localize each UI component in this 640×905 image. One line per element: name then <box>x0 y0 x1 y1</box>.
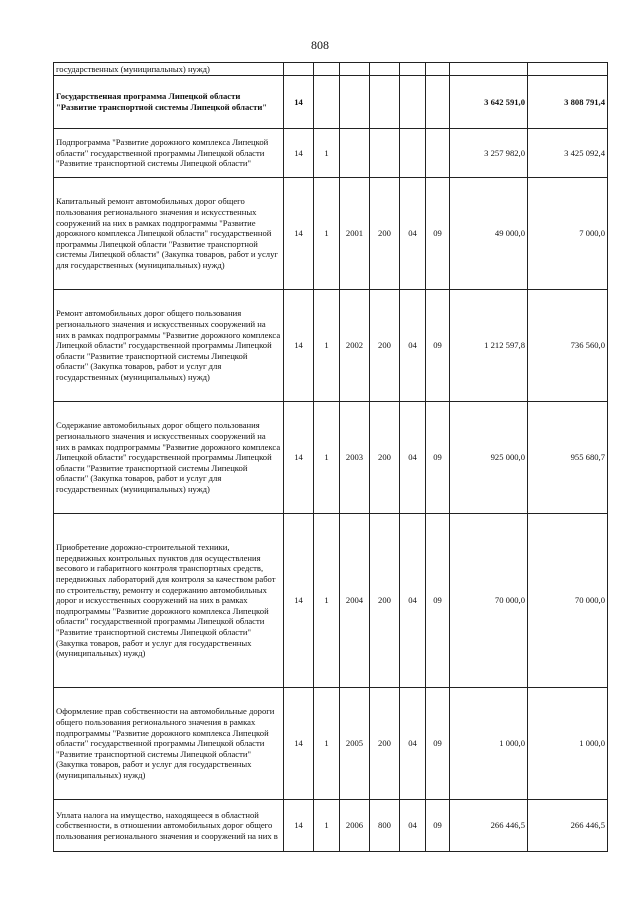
cell-pp: 1 <box>314 688 340 800</box>
row-name: Ремонт автомобильных дорог общего пользования регионального значения и искусственных сооружений на них в рамках подпрограммы "Развитие дорожного комплекса Липецкой области" государственной программы Липецкой области "Развитие транспортной системы Липецкой области" (Закупка товаров, работ и услуг для государственных (муниципальных) нужд) <box>54 290 284 402</box>
cell-subsection: 09 <box>426 514 450 688</box>
table-row <box>54 290 608 402</box>
cell-type: 200 <box>370 514 400 688</box>
row-name: Оформление прав собственности на автомобильные дороги общего пользования регионального значения в рамках подпрограммы "Развитие дорожного комплекса Липецкой области" государственной программы Липецкой области "Развитие транспортной системы Липецкой области" (Закупка товаров, работ и услуг для государственных (муниципальных) нужд) <box>54 688 284 800</box>
cell-pp: 1 <box>314 290 340 402</box>
cell-target <box>340 129 370 178</box>
page-number: 808 <box>311 38 329 52</box>
cell-sum2 <box>528 63 608 76</box>
cell-type <box>370 76 400 129</box>
cell-sum1: 49 000,0 <box>450 178 528 290</box>
cell-gp: 14 <box>284 76 314 129</box>
cell-target: 2001 <box>340 178 370 290</box>
cell-sum1: 3 642 591,0 <box>450 76 528 129</box>
table-row <box>54 800 608 852</box>
budget-table <box>53 62 608 852</box>
cell-subsection: 09 <box>426 688 450 800</box>
cell-section <box>400 76 426 129</box>
cell-gp: 14 <box>284 129 314 178</box>
cell-type <box>370 63 400 76</box>
cell-subsection <box>426 129 450 178</box>
row-name: государственных (муниципальных) нужд) <box>54 63 284 76</box>
cell-subsection: 09 <box>426 290 450 402</box>
cell-type: 200 <box>370 688 400 800</box>
cell-subsection <box>426 63 450 76</box>
cell-type: 800 <box>370 800 400 852</box>
cell-section: 04 <box>400 800 426 852</box>
cell-type: 200 <box>370 402 400 514</box>
cell-subsection: 09 <box>426 402 450 514</box>
cell-gp: 14 <box>284 514 314 688</box>
cell-target: 2006 <box>340 800 370 852</box>
table-row <box>54 178 608 290</box>
cell-pp: 1 <box>314 178 340 290</box>
cell-subsection: 09 <box>426 800 450 852</box>
cell-pp: 1 <box>314 129 340 178</box>
table-row <box>54 129 608 178</box>
cell-sum2: 1 000,0 <box>528 688 608 800</box>
row-name: Подпрограмма "Развитие дорожного комплекса Липецкой области" государственной программы Липецкой области "Развитие транспортной системы Липецкой области" <box>54 129 284 178</box>
cell-sum1: 70 000,0 <box>450 514 528 688</box>
cell-sum1: 266 446,5 <box>450 800 528 852</box>
cell-sum1: 925 000,0 <box>450 402 528 514</box>
cell-sum2: 3 425 092,4 <box>528 129 608 178</box>
table-row-continuation <box>54 63 608 76</box>
cell-type: 200 <box>370 290 400 402</box>
cell-section: 04 <box>400 402 426 514</box>
cell-section <box>400 129 426 178</box>
cell-subsection <box>426 76 450 129</box>
cell-gp: 14 <box>284 290 314 402</box>
row-name: Уплата налога на имущество, находящееся в областной собственности, в отношении автомобильных дорог общего пользования регионального значения и сооружений на них в <box>54 800 284 852</box>
cell-gp: 14 <box>284 688 314 800</box>
cell-sum2: 955 680,7 <box>528 402 608 514</box>
table-row <box>54 76 608 129</box>
cell-target: 2002 <box>340 290 370 402</box>
cell-section <box>400 63 426 76</box>
cell-type <box>370 129 400 178</box>
cell-sum1: 1 212 597,8 <box>450 290 528 402</box>
table-row <box>54 514 608 688</box>
cell-section: 04 <box>400 688 426 800</box>
cell-sum1: 1 000,0 <box>450 688 528 800</box>
cell-gp: 14 <box>284 178 314 290</box>
cell-sum2: 3 808 791,4 <box>528 76 608 129</box>
cell-sum1 <box>450 63 528 76</box>
cell-type: 200 <box>370 178 400 290</box>
row-name: Приобретение дорожно-строительной техники, передвижных контрольных пунктов для осуществления весового и габаритного контроля транспортных средств, передвижных лабораторий для контроля за качеством работ по строительству, ремонту и содержанию автомобильных дорог и искусственных сооружений на них в рамках подпрограммы "Развитие дорожного комплекса Липецкой области" государственной программы Липецкой области "Развитие транспортной системы Липецкой области" (Закупка товаров, работ и услуг для государственных (муниципальных) нужд) <box>54 514 284 688</box>
row-name: Государственная программа Липецкой области "Развитие транспортной системы Липецкой области" <box>54 76 284 129</box>
cell-gp: 14 <box>284 402 314 514</box>
table-row <box>54 402 608 514</box>
cell-pp <box>314 63 340 76</box>
cell-sum2: 266 446,5 <box>528 800 608 852</box>
cell-target <box>340 63 370 76</box>
cell-pp: 1 <box>314 514 340 688</box>
row-name: Содержание автомобильных дорог общего пользования регионального значения и искусственных сооружений на них в рамках подпрограммы "Развитие дорожного комплекса Липецкой области" государственной программы Липецкой области "Развитие транспортной системы Липецкой области" (Закупка товаров, работ и услуг для государственных (муниципальных) нужд) <box>54 402 284 514</box>
cell-section: 04 <box>400 290 426 402</box>
cell-target: 2005 <box>340 688 370 800</box>
table-row <box>54 688 608 800</box>
cell-section: 04 <box>400 514 426 688</box>
cell-sum2: 736 560,0 <box>528 290 608 402</box>
cell-target: 2003 <box>340 402 370 514</box>
cell-gp: 14 <box>284 800 314 852</box>
cell-pp: 1 <box>314 800 340 852</box>
cell-gp <box>284 63 314 76</box>
cell-sum2: 7 000,0 <box>528 178 608 290</box>
cell-target <box>340 76 370 129</box>
cell-section: 04 <box>400 178 426 290</box>
cell-target: 2004 <box>340 514 370 688</box>
cell-sum1: 3 257 982,0 <box>450 129 528 178</box>
cell-subsection: 09 <box>426 178 450 290</box>
row-name: Капитальный ремонт автомобильных дорог общего пользования регионального значения и искусственных сооружений на них в рамках подпрограммы "Развитие дорожного комплекса Липецкой области" государственной программы Липецкой области "Развитие транспортной системы Липецкой области" (Закупка товаров, работ и услуг для государственных (муниципальных) нужд) <box>54 178 284 290</box>
cell-pp: 1 <box>314 402 340 514</box>
cell-sum2: 70 000,0 <box>528 514 608 688</box>
cell-pp <box>314 76 340 129</box>
